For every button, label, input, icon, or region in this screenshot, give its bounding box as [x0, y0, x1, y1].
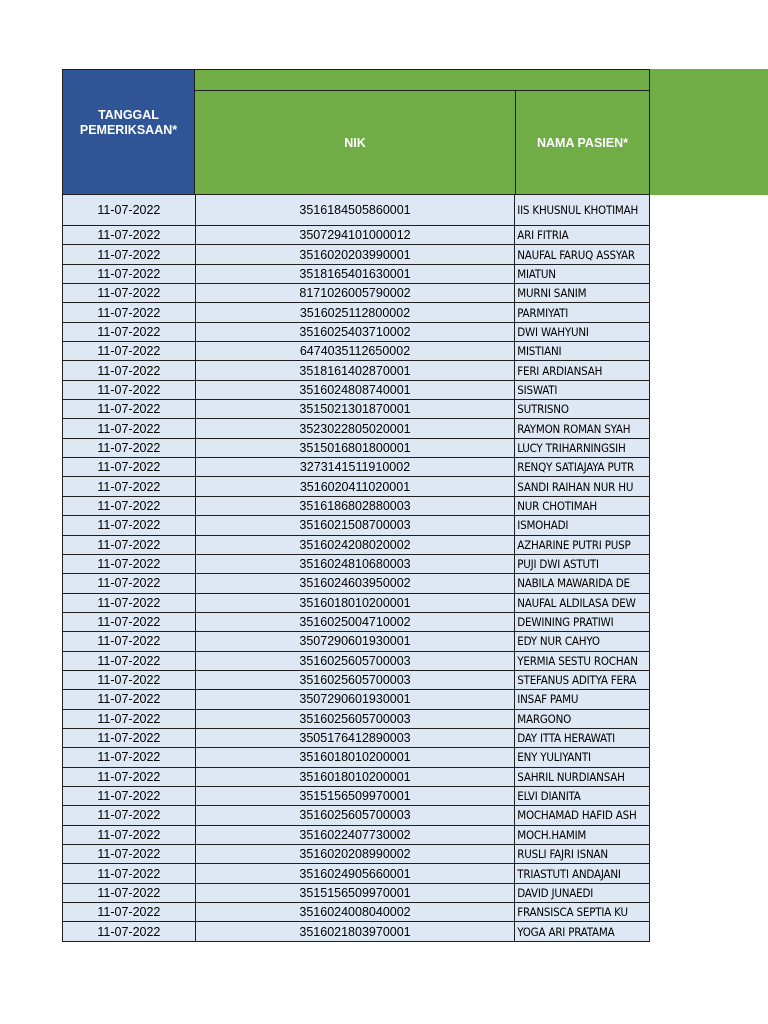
- cell-nik[interactable]: 3516025112800002: [196, 303, 515, 321]
- cell-nama-pasien[interactable]: ELVI DIANITA: [515, 787, 650, 805]
- cell-nama-pasien[interactable]: MOCH.HAMIM: [515, 826, 650, 844]
- table-row: [63, 439, 650, 458]
- cell-nik[interactable]: 3516025605700003: [196, 671, 515, 689]
- cell-tanggal[interactable]: 11-07-2022: [63, 303, 196, 321]
- cell-tanggal[interactable]: 11-07-2022: [63, 826, 196, 844]
- cell-nama-pasien[interactable]: PARMIYATI: [515, 303, 650, 321]
- cell-nama-pasien[interactable]: DAY ITTA HERAWATI: [515, 729, 650, 747]
- cell-tanggal[interactable]: 11-07-2022: [63, 400, 196, 418]
- cell-nik[interactable]: 3523022805020001: [196, 419, 515, 437]
- table-row: [63, 245, 650, 264]
- cell-nik[interactable]: 3507290601930001: [196, 690, 515, 708]
- table-row: [63, 574, 650, 593]
- cell-nik[interactable]: 8171026005790002: [196, 284, 515, 302]
- table-row: [63, 632, 650, 651]
- cell-tanggal[interactable]: 11-07-2022: [63, 226, 196, 244]
- cell-tanggal[interactable]: 11-07-2022: [63, 342, 196, 360]
- cell-tanggal[interactable]: 11-07-2022: [63, 516, 196, 534]
- cell-tanggal[interactable]: 11-07-2022: [63, 613, 196, 631]
- cell-nama-pasien[interactable]: MIATUN: [515, 265, 650, 283]
- cell-tanggal[interactable]: 11-07-2022: [63, 594, 196, 612]
- cell-nik[interactable]: 3273141511910002: [196, 458, 515, 476]
- cell-nama-pasien[interactable]: FERI ARDIANSAH: [515, 361, 650, 379]
- cell-nik[interactable]: 3516021803970001: [196, 922, 515, 940]
- table-row: [63, 710, 650, 729]
- table-row: [63, 381, 650, 400]
- table-header: [62, 69, 650, 195]
- cell-nik[interactable]: 3516022407730002: [196, 826, 515, 844]
- cell-tanggal[interactable]: 11-07-2022: [63, 922, 196, 940]
- table-row: [63, 748, 650, 767]
- cell-nama-pasien[interactable]: DAVID JUNAEDI: [515, 884, 650, 902]
- table-row: [63, 787, 650, 806]
- cell-nama-pasien[interactable]: YERMIA SESTU ROCHAN: [515, 652, 650, 670]
- cell-tanggal[interactable]: 11-07-2022: [63, 632, 196, 650]
- cell-nama-pasien[interactable]: SISWATI: [515, 381, 650, 399]
- table-row: [63, 516, 650, 535]
- cell-nama-pasien[interactable]: RUSLI FAJRI ISNAN: [515, 845, 650, 863]
- cell-nik[interactable]: 3516018010200001: [196, 768, 515, 786]
- cell-nik[interactable]: 3516025403710002: [196, 323, 515, 341]
- cell-nik[interactable]: 3516021508700003: [196, 516, 515, 534]
- table-row: [63, 497, 650, 516]
- table-row: [63, 265, 650, 284]
- cell-tanggal[interactable]: 11-07-2022: [63, 265, 196, 283]
- cell-nama-pasien[interactable]: SUTRISNO: [515, 400, 650, 418]
- cell-tanggal[interactable]: 11-07-2022: [63, 710, 196, 728]
- table-row: [63, 361, 650, 380]
- table-row: [63, 845, 650, 864]
- table-body: [62, 195, 650, 942]
- cell-tanggal[interactable]: 11-07-2022: [63, 555, 196, 573]
- cell-nik[interactable]: 3515156509970001: [196, 884, 515, 902]
- cell-nik[interactable]: 3507294101000012: [196, 226, 515, 244]
- cell-nik[interactable]: 3516020203990001: [196, 245, 515, 263]
- cell-nama-pasien[interactable]: MARGONO: [515, 710, 650, 728]
- column-header-nik[interactable]: NIK: [195, 90, 516, 195]
- table-row: [63, 323, 650, 342]
- cell-nama-pasien[interactable]: ENY YULIYANTI: [515, 748, 650, 766]
- cell-nik[interactable]: 3516024008040002: [196, 903, 515, 921]
- cell-tanggal[interactable]: 11-07-2022: [63, 477, 196, 495]
- cell-tanggal[interactable]: 11-07-2022: [63, 361, 196, 379]
- cell-nik[interactable]: 3515156509970001: [196, 787, 515, 805]
- column-header-tanggal-pemeriksaan[interactable]: TANGGAL PEMERIKSAAN*: [62, 69, 195, 195]
- cell-nama-pasien[interactable]: ISMOHADI: [515, 516, 650, 534]
- cell-nik[interactable]: 3516024808740001: [196, 381, 515, 399]
- table-row: [63, 594, 650, 613]
- cell-nama-pasien[interactable]: NAUFAL FARUQ ASSYAR: [515, 245, 650, 263]
- cell-tanggal[interactable]: 11-07-2022: [63, 497, 196, 515]
- cell-nik[interactable]: 6474035112650002: [196, 342, 515, 360]
- cell-nama-pasien[interactable]: TRIASTUTI ANDAJANI: [515, 864, 650, 882]
- cell-nama-pasien[interactable]: NUR CHOTIMAH: [515, 497, 650, 515]
- cell-nama-pasien[interactable]: MOCHAMAD HAFID ASH: [515, 806, 650, 824]
- cell-nik[interactable]: 3518161402870001: [196, 361, 515, 379]
- cell-nama-pasien[interactable]: SANDI RAIHAN NUR HU: [515, 477, 650, 495]
- table-row: [63, 419, 650, 438]
- cell-nik[interactable]: 3515021301870001: [196, 400, 515, 418]
- table-row: [63, 729, 650, 748]
- table-row: [63, 903, 650, 922]
- cell-nama-pasien[interactable]: DWI WAHYUNI: [515, 323, 650, 341]
- cell-nik[interactable]: 3516024905660001: [196, 864, 515, 882]
- table-row: [63, 806, 650, 825]
- cell-tanggal[interactable]: 11-07-2022: [63, 245, 196, 263]
- cell-nama-pasien[interactable]: YOGA ARI PRATAMA: [515, 922, 650, 940]
- table-row: [63, 922, 650, 941]
- table-row: [63, 303, 650, 322]
- cell-tanggal[interactable]: 11-07-2022: [63, 574, 196, 592]
- cell-tanggal[interactable]: 11-07-2022: [63, 787, 196, 805]
- cell-tanggal[interactable]: 11-07-2022: [63, 323, 196, 341]
- cell-tanggal[interactable]: 11-07-2022: [63, 690, 196, 708]
- cell-nik[interactable]: 3516024603950002: [196, 574, 515, 592]
- cell-nik[interactable]: 3516020208990002: [196, 845, 515, 863]
- header-green-band: [650, 69, 768, 195]
- cell-tanggal[interactable]: 11-07-2022: [63, 652, 196, 670]
- table-row: [63, 884, 650, 903]
- cell-tanggal[interactable]: 11-07-2022: [63, 729, 196, 747]
- cell-tanggal[interactable]: 11-07-2022: [63, 845, 196, 863]
- cell-nama-pasien[interactable]: IIS KHUSNUL KHOTIMAH: [515, 195, 650, 225]
- column-header-nama-pasien[interactable]: NAMA PASIEN*: [515, 90, 650, 195]
- table-row: [63, 690, 650, 709]
- cell-nik[interactable]: 3505176412890003: [196, 729, 515, 747]
- cell-tanggal[interactable]: 11-07-2022: [63, 884, 196, 902]
- table-row: [63, 555, 650, 574]
- cell-tanggal[interactable]: 11-07-2022: [63, 458, 196, 476]
- table-row: [63, 671, 650, 690]
- cell-tanggal[interactable]: 11-07-2022: [63, 419, 196, 437]
- cell-nik[interactable]: 3516018010200001: [196, 748, 515, 766]
- header-merged-strip: [195, 69, 650, 90]
- cell-nik[interactable]: 3516024208020002: [196, 536, 515, 554]
- cell-tanggal[interactable]: 11-07-2022: [63, 806, 196, 824]
- cell-tanggal[interactable]: 11-07-2022: [63, 381, 196, 399]
- cell-nik[interactable]: 3516184505860001: [196, 195, 515, 225]
- cell-nik[interactable]: 3516186802880003: [196, 497, 515, 515]
- cell-tanggal[interactable]: 11-07-2022: [63, 671, 196, 689]
- table-row: [63, 652, 650, 671]
- cell-nama-pasien[interactable]: SAHRIL NURDIANSAH: [515, 768, 650, 786]
- table-row: [63, 284, 650, 303]
- cell-tanggal[interactable]: 11-07-2022: [63, 903, 196, 921]
- table-row: [63, 400, 650, 419]
- cell-nama-pasien[interactable]: FRANSISCA SEPTIA KU: [515, 903, 650, 921]
- patient-table: [62, 69, 650, 942]
- table-row: [63, 536, 650, 555]
- table-row: [63, 613, 650, 632]
- cell-nik[interactable]: 3516025605700003: [196, 710, 515, 728]
- table-row: [63, 477, 650, 496]
- cell-nik[interactable]: 3516024810680003: [196, 555, 515, 573]
- cell-tanggal[interactable]: 11-07-2022: [63, 536, 196, 554]
- cell-nama-pasien[interactable]: PUJI DWI ASTUTI: [515, 555, 650, 573]
- cell-nama-pasien[interactable]: EDY NUR CAHYO: [515, 632, 650, 650]
- cell-nama-pasien[interactable]: RAYMON ROMAN SYAH: [515, 419, 650, 437]
- cell-tanggal[interactable]: 11-07-2022: [63, 284, 196, 302]
- table-row: [63, 768, 650, 787]
- cell-nama-pasien[interactable]: NAUFAL ALDILASA DEW: [515, 594, 650, 612]
- cell-tanggal[interactable]: 11-07-2022: [63, 768, 196, 786]
- cell-nik[interactable]: 3516025004710002: [196, 613, 515, 631]
- table-row: [63, 864, 650, 883]
- cell-nik[interactable]: 3516018010200001: [196, 594, 515, 612]
- cell-tanggal[interactable]: 11-07-2022: [63, 748, 196, 766]
- cell-nik[interactable]: 3516025605700003: [196, 806, 515, 824]
- cell-nik[interactable]: 3516025605700003: [196, 652, 515, 670]
- cell-nama-pasien[interactable]: INSAF PAMU: [515, 690, 650, 708]
- cell-nama-pasien[interactable]: DEWINING PRATIWI: [515, 613, 650, 631]
- cell-nama-pasien[interactable]: LUCY TRIHARNINGSIH: [515, 439, 650, 457]
- cell-nik[interactable]: 3515016801800001: [196, 439, 515, 457]
- table-row: [63, 458, 650, 477]
- cell-nama-pasien[interactable]: ARI FITRIA: [515, 226, 650, 244]
- cell-nama-pasien[interactable]: STEFANUS ADITYA FERA: [515, 671, 650, 689]
- table-row: [63, 826, 650, 845]
- cell-tanggal[interactable]: 11-07-2022: [63, 439, 196, 457]
- cell-tanggal[interactable]: 11-07-2022: [63, 195, 196, 225]
- cell-nik[interactable]: 3518165401630001: [196, 265, 515, 283]
- table-row: [63, 195, 650, 226]
- cell-nik[interactable]: 3516020411020001: [196, 477, 515, 495]
- cell-nama-pasien[interactable]: RENQY SATIAJAYA PUTR: [515, 458, 650, 476]
- table-row: [63, 226, 650, 245]
- cell-nama-pasien[interactable]: MURNI SANIM: [515, 284, 650, 302]
- cell-nama-pasien[interactable]: NABILA MAWARIDA DE: [515, 574, 650, 592]
- cell-nik[interactable]: 3507290601930001: [196, 632, 515, 650]
- cell-tanggal[interactable]: 11-07-2022: [63, 864, 196, 882]
- table-row: [63, 342, 650, 361]
- cell-nama-pasien[interactable]: MISTIANI: [515, 342, 650, 360]
- cell-nama-pasien[interactable]: AZHARINE PUTRI PUSP: [515, 536, 650, 554]
